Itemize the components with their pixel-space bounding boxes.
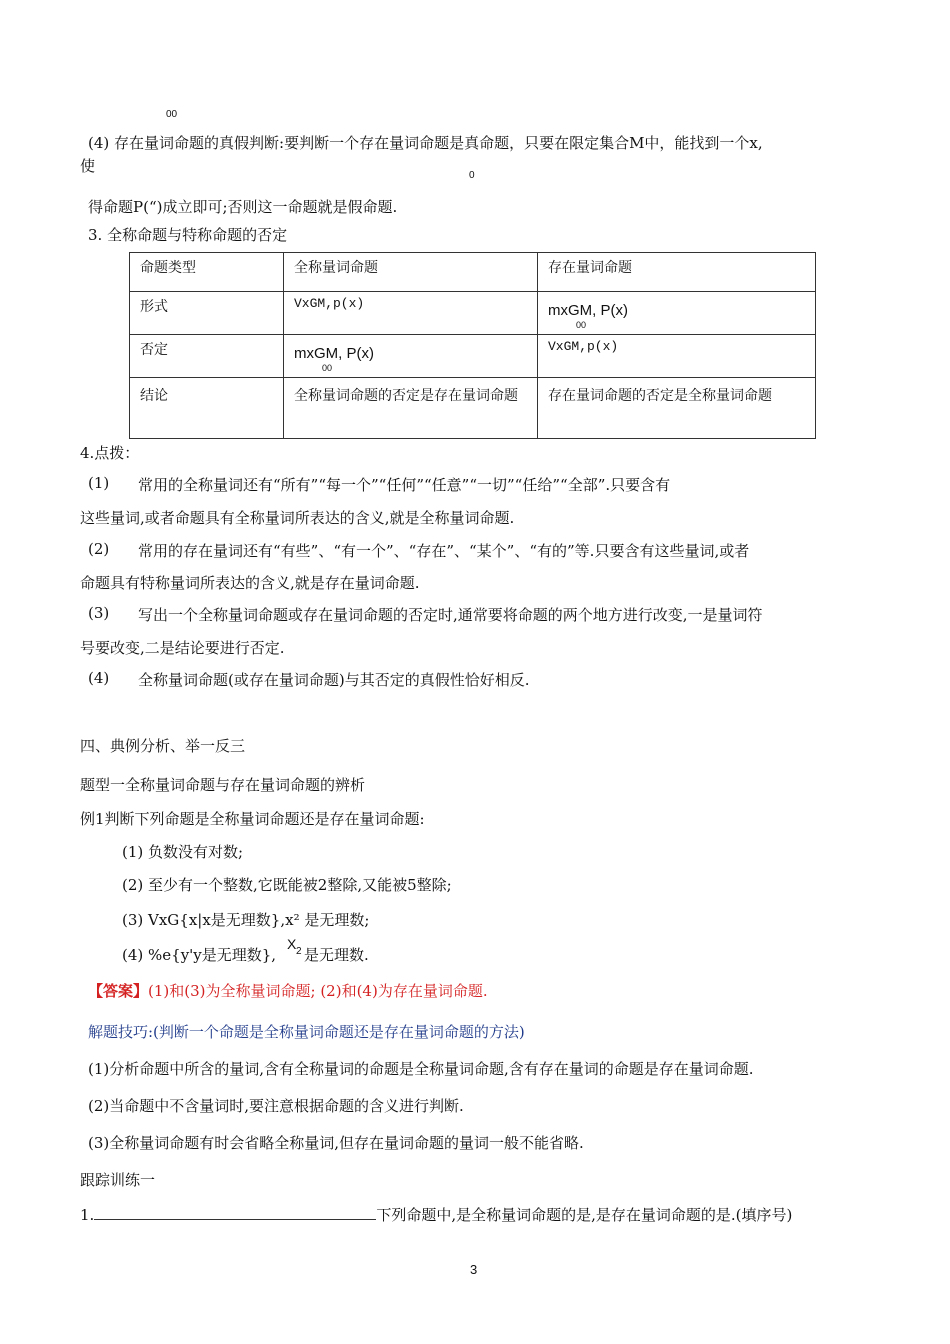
tip-text: 号要改变,二是结论要进行否定. (80, 639, 285, 657)
math-expression: mxGM, P(x) (294, 345, 374, 362)
practice-heading: 跟踪训练一 (80, 1171, 156, 1189)
table-cell: VxGM,p(x) (284, 292, 538, 335)
table-row (130, 335, 816, 378)
answer-label: 【答案】 (88, 982, 149, 1000)
table-header-cell: 全称量词命题 (284, 253, 538, 292)
tip-text: 写出一个全称量词命题或存在量词命题的否定时,通常要将命题的两个地方进行改变,一是量词符 (138, 606, 763, 624)
math-subscript: 00 (576, 320, 587, 330)
example-item: (3) VxG{x|x是无理数},x² 是无理数; (122, 911, 370, 929)
example-prompt: 例1判断下列命题是全称量词命题还是存在量词命题: (80, 810, 425, 828)
tip-text: 这些量词,或者命题具有全称量词所表达的含义,就是全称量词命题. (80, 509, 515, 527)
example-item: (1) 负数没有对数; (122, 843, 244, 861)
table-header-cell: 命题类型 (130, 253, 284, 292)
math-subscript: 2 (296, 946, 302, 957)
example-item-tail: 是无理数. (304, 946, 369, 964)
tip-text: 全称量词命题(或存在量词命题)与其否定的真假性恰好相反. (138, 671, 530, 689)
technique-item: (1)分析命题中所含的量词,含有全称量词的命题是全称量词命题,含有存在量词的命题是存在量词命题. (88, 1060, 754, 1078)
table-row (130, 378, 816, 439)
tip-text: 命题具有特称量词所表达的含义,就是存在量词命题. (80, 574, 420, 592)
tips-heading: 4.点拨： (80, 444, 140, 462)
technique-heading: 解题技巧:(判断一个命题是全称量词命题还是存在量词命题的方法) (88, 1023, 525, 1041)
table-header-row (130, 253, 816, 292)
tip-text: 常用的存在量词还有“有些”、“有一个”、“存在”、“某个”、“有的”等.只要含有这些量词,或者 (138, 542, 750, 560)
paragraph-continuation: 使 (80, 157, 96, 175)
section-heading: 3. 全称命题与特称命题的否定 (88, 226, 288, 244)
tip-number: (3) (88, 604, 110, 622)
math-expression: mxGM, P(x) (548, 302, 628, 319)
table-cell: 结论 (130, 378, 284, 439)
table-cell: 存在量词命题的否定是全称量词命题 (538, 378, 816, 439)
example-item: (2) 至少有一个整数,它既能被2整除,又能被5整除; (122, 876, 452, 894)
page-number: 3 (470, 1262, 478, 1277)
table-cell: 全称量词命题的否定是存在量词命题 (284, 378, 538, 439)
tip-number: (4) (88, 669, 110, 687)
question-text: 下列命题中,是全称量词命题的是,是存在量词命题的是.(填序号) (376, 1206, 793, 1224)
answer-text: (1)和(3)为全称量词命题; (2)和(4)为存在量词命题. (148, 982, 488, 1000)
table-cell (284, 335, 538, 378)
paragraph-existential-truth: (4) 存在量词命题的真假判断:要判断一个存在量词命题是真命题，只要在限定集合M中，能找到一个x, (88, 134, 763, 152)
tip-number: (2) (88, 540, 110, 558)
negation-table (129, 252, 816, 439)
table-cell: 否定 (130, 335, 284, 378)
math-subscript: 00 (322, 363, 333, 373)
table-cell (538, 292, 816, 335)
example-item: (4) %e{y'y是无理数}, (122, 946, 277, 964)
table-row (130, 292, 816, 335)
math-superscript: X (287, 936, 297, 952)
practice-question (80, 1204, 792, 1225)
answer-blank[interactable] (94, 1205, 376, 1220)
answer-line (88, 980, 488, 1001)
table-header-cell: 存在量词命题 (538, 253, 816, 292)
question-number: 1. (80, 1206, 95, 1224)
subscript-marker: 00 (166, 109, 178, 120)
table-cell: VxGM,p(x) (538, 335, 816, 378)
section-heading: 四、典例分析、举一反三 (80, 737, 246, 755)
technique-item: (3)全称量词命题有时会省略全称量词,但存在量词命题的量词一般不能省略. (88, 1134, 584, 1152)
tip-text: 常用的全称量词还有“所有”“每一个”“任何”“任意”“一切”“任给”“全部”.只要含有 (138, 476, 671, 494)
subscript-marker: 0 (469, 170, 475, 181)
technique-item: (2)当命题中不含量词时,要注意根据命题的含义进行判断. (88, 1097, 464, 1115)
paragraph-continuation: 得命题P(“)成立即可;否则这一命题就是假命题. (88, 198, 398, 216)
problem-type-heading: 题型一全称量词命题与存在量词命题的辨析 (80, 776, 366, 794)
tip-number: (1) (88, 474, 110, 492)
table-cell: 形式 (130, 292, 284, 335)
